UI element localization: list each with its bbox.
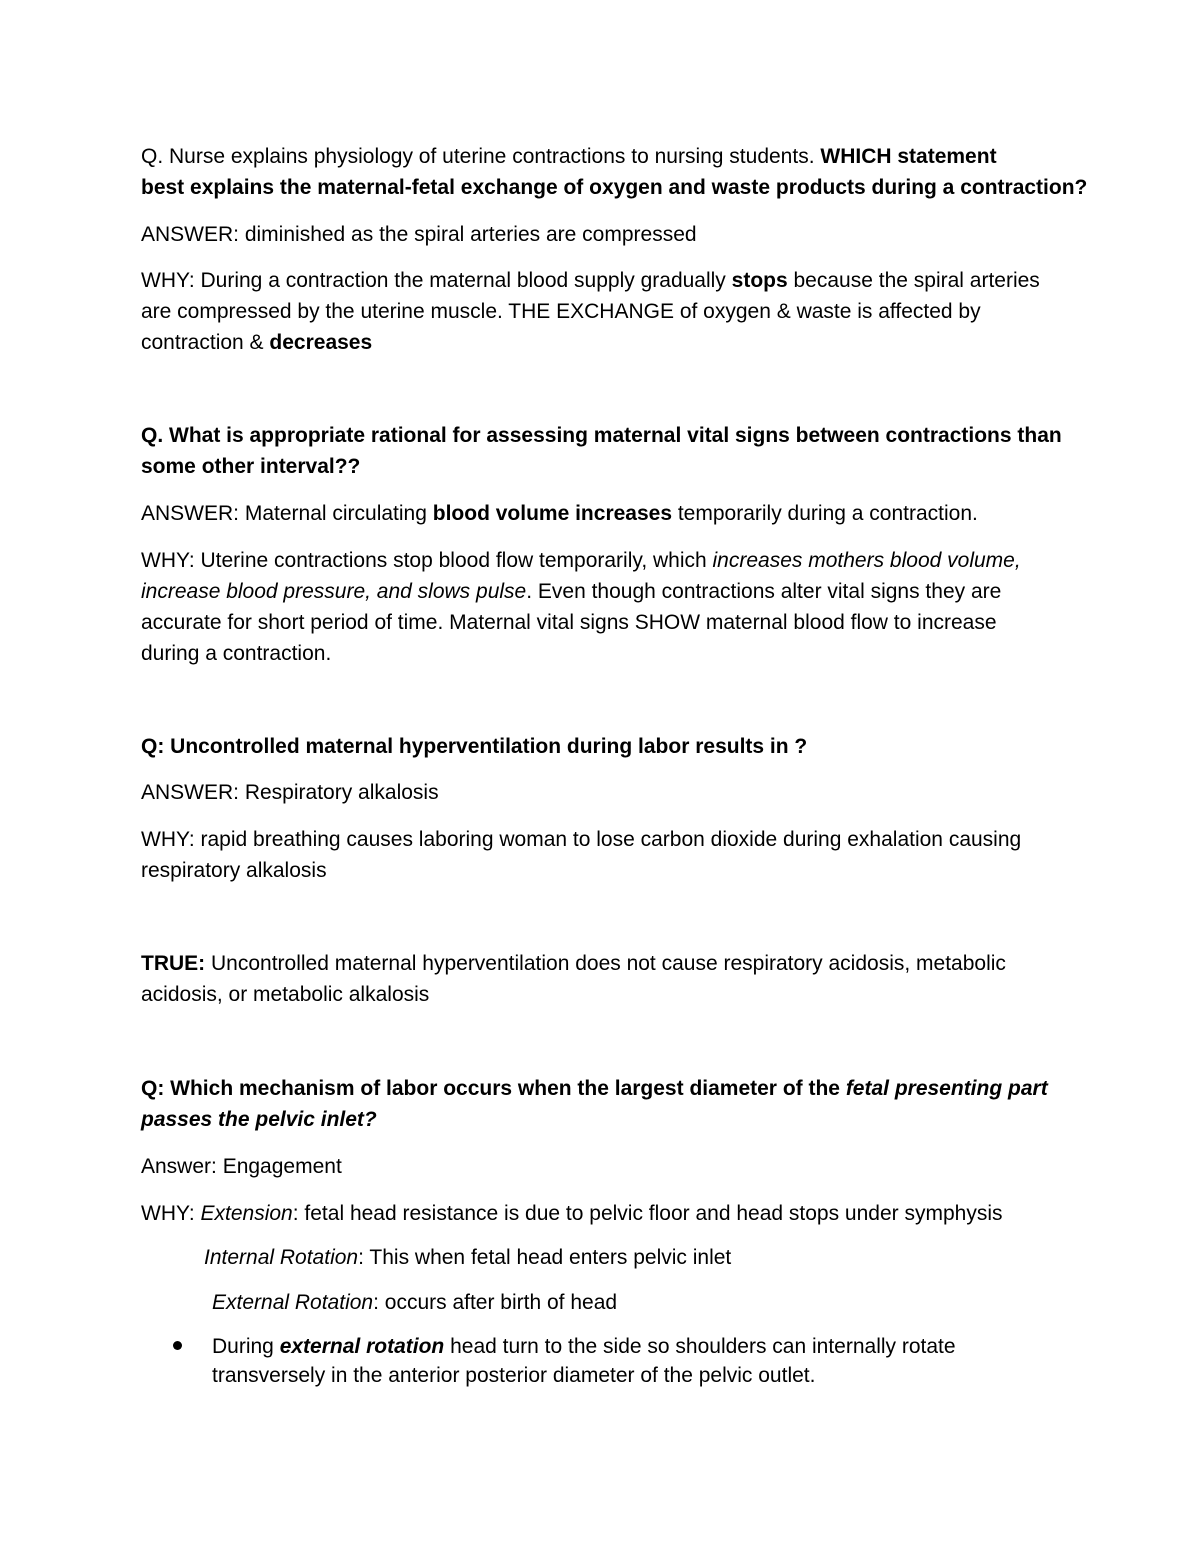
q4-bullet-text: During: [212, 1335, 280, 1358]
q2-why-italic-1: increases mothers blood volume,: [712, 549, 1021, 572]
q3-question: Q: Uncontrolled maternal hyperventilation during labor results in ?: [141, 735, 808, 758]
q2-why-line-2: [141, 576, 1001, 607]
q1-question-emphasis: WHICH statement: [820, 145, 997, 168]
q3-why-line-2: respiratory alkalosis: [141, 859, 327, 882]
q1-why-text: WHY: During a contraction the maternal blood supply gradually: [141, 269, 732, 292]
q2-why-text-2: . Even though contractions alter vital signs they are: [526, 580, 1002, 603]
q1-why-line-3: [141, 327, 372, 358]
q1-question-line-2: best explains the maternal-fetal exchange of oxygen and waste products during a contraction?: [141, 176, 1088, 199]
q4-question-italic: fetal presenting part: [845, 1077, 1048, 1100]
q4-external-label: External Rotation: [212, 1291, 374, 1314]
bullet-icon: [173, 1341, 182, 1350]
q4-extension-label: Extension: [200, 1202, 293, 1225]
q2-why-line-4: during a contraction.: [141, 642, 332, 665]
q3-true-label: TRUE:: [141, 952, 206, 975]
q4-question-text: Q: Which mechanism of labor occurs when the largest diameter of the: [141, 1077, 846, 1100]
q1-question-line-1: [141, 141, 997, 172]
q3-true-line-2: acidosis, or metabolic alkalosis: [141, 983, 430, 1006]
q4-internal-text: : This when fetal head enters pelvic inlet: [358, 1246, 732, 1269]
q3-true-text: Uncontrolled maternal hyperventilation does not cause respiratory acidosis, metabolic: [205, 952, 1006, 975]
q4-why-extension: [141, 1198, 1002, 1229]
q2-why-text: WHY: Uterine contractions stop blood flow temporarily, which: [141, 549, 713, 572]
q1-answer: ANSWER: diminished as the spiral arteries are compressed: [141, 223, 697, 246]
q3-why-line-1: WHY: rapid breathing causes laboring woman to lose carbon dioxide during exhalation causing: [141, 828, 1022, 851]
q2-why-italic-2: increase blood pressure, and slows pulse: [141, 580, 527, 603]
q1-why-line-1: [141, 265, 1040, 296]
q1-why-decreases: decreases: [269, 331, 373, 354]
q4-bullet-line-1: [212, 1331, 956, 1362]
q4-question-line-1: [141, 1073, 1048, 1104]
q2-answer: [141, 498, 978, 529]
q1-why-line-2: are compressed by the uterine muscle. THE EXCHANGE of oxygen & waste is affected by: [141, 300, 981, 323]
q4-bullet-text-end: head turn to the side so shoulders can internally rotate: [444, 1335, 956, 1358]
q3-true-line-1: [141, 948, 1006, 979]
q1-why-contraction: contraction &: [141, 331, 270, 354]
q2-answer-text: ANSWER: Maternal circulating: [141, 502, 433, 525]
q2-question-line-1: Q. What is appropriate rational for assessing maternal vital signs between contractions than: [141, 424, 1062, 447]
q2-answer-emphasis: blood volume increases: [432, 502, 673, 525]
q4-question-line-2: passes the pelvic inlet?: [141, 1108, 377, 1131]
q4-why-label: WHY:: [141, 1202, 201, 1225]
q1-why-stops: stops: [731, 269, 788, 292]
q2-question-line-2: some other interval??: [141, 455, 361, 478]
q4-external-rotation: [212, 1287, 617, 1318]
q2-why-line-3: accurate for short period of time. Maternal vital signs SHOW maternal blood flow to increase: [141, 611, 997, 634]
q4-internal-rotation: [204, 1242, 731, 1273]
q1-why-text-end: because the spiral arteries: [787, 269, 1040, 292]
q3-answer: ANSWER: Respiratory alkalosis: [141, 781, 439, 804]
q4-bullet-emphasis: external rotation: [279, 1335, 445, 1358]
q4-bullet-line-2: transversely in the anterior posterior diameter of the pelvic outlet.: [212, 1364, 816, 1387]
q2-why-line-1: [141, 545, 1021, 576]
q1-question-text: Q. Nurse explains physiology of uterine contractions to nursing students.: [141, 145, 821, 168]
q4-extension-text: : fetal head resistance is due to pelvic floor and head stops under symphysis: [292, 1202, 1003, 1225]
q4-answer: Answer: Engagement: [141, 1155, 342, 1178]
q4-internal-label: Internal Rotation: [204, 1246, 359, 1269]
q2-answer-end: temporarily during a contraction.: [672, 502, 978, 525]
q4-external-text: : occurs after birth of head: [373, 1291, 618, 1314]
